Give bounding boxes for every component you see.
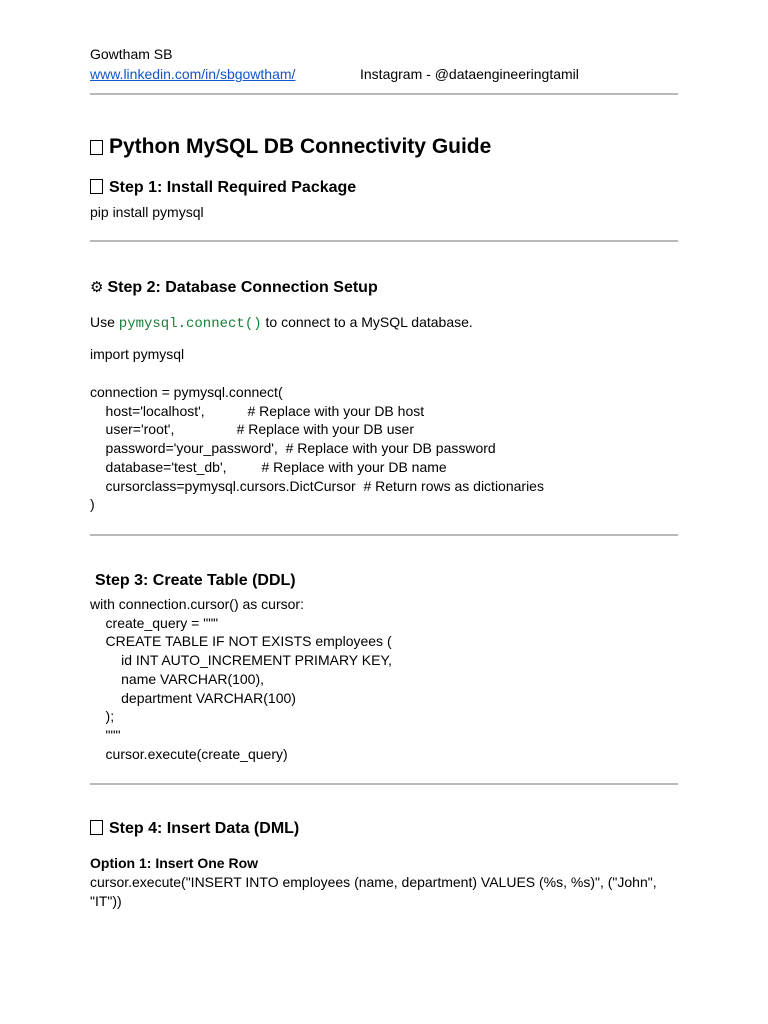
step2-heading: ⚙ Step 2: Database Connection Setup — [90, 278, 378, 296]
code-line: """ — [90, 726, 121, 743]
instagram-handle: Instagram - @dataengineeringtamil — [360, 66, 579, 82]
code-line: database='test_db', # Replace with your DB name — [90, 458, 447, 475]
page-title: Python MySQL DB Connectivity Guide — [90, 135, 491, 159]
code-line: connection = pymysql.connect( — [90, 384, 283, 400]
import-line: import pymysql — [90, 346, 185, 362]
code-line: ); — [90, 708, 115, 725]
code-line: with connection.cursor() as cursor: — [90, 596, 304, 612]
option1-title: Option 1: Insert One Row — [90, 855, 259, 871]
step4-heading: Step 4: Insert Data (DML) — [90, 820, 299, 838]
code-line: create_query = """ — [90, 614, 219, 631]
divider — [90, 240, 678, 242]
step1-command: pip install pymysql — [90, 204, 204, 220]
step2-intro: Use pymysql.connect() to connect to a MySQL database. — [90, 314, 473, 332]
divider — [90, 93, 678, 95]
step1-heading: Step 1: Install Required Package — [90, 179, 356, 197]
code-line: name VARCHAR(100), — [90, 670, 265, 687]
inline-code: pymysql.connect() — [118, 316, 262, 332]
gear-icon: ⚙ — [90, 278, 104, 296]
divider — [90, 783, 678, 785]
missing-glyph-icon — [90, 140, 103, 155]
linkedin-link[interactable]: www.linkedin.com/in/sbgowtham/ — [90, 66, 296, 82]
code-line: CREATE TABLE IF NOT EXISTS employees ( — [90, 633, 392, 650]
code-line: cursorclass=pymysql.cursors.DictCursor # Return rows as dictionaries — [90, 477, 544, 494]
code-line: id INT AUTO_INCREMENT PRIMARY KEY, — [90, 652, 392, 669]
code-line: ) — [90, 496, 95, 513]
code-line: user='root', # Replace with your DB user — [90, 421, 414, 438]
missing-glyph-icon — [90, 179, 103, 194]
code-line: cursor.execute("INSERT INTO employees (name, department) VALUES (%s, %s)", ("John", — [90, 874, 657, 890]
code-line: password='your_password', # Replace with your DB password — [90, 440, 496, 457]
code-line: cursor.execute(create_query) — [90, 745, 288, 762]
step3-heading: Step 3: Create Table (DDL) — [95, 572, 296, 589]
code-line: host='localhost', # Replace with your DB host — [90, 402, 425, 419]
missing-glyph-icon — [90, 820, 103, 835]
author-name: Gowtham SB — [90, 46, 173, 62]
code-line: department VARCHAR(100) — [90, 689, 296, 706]
code-line: "IT")) — [90, 892, 122, 909]
divider — [90, 534, 678, 536]
